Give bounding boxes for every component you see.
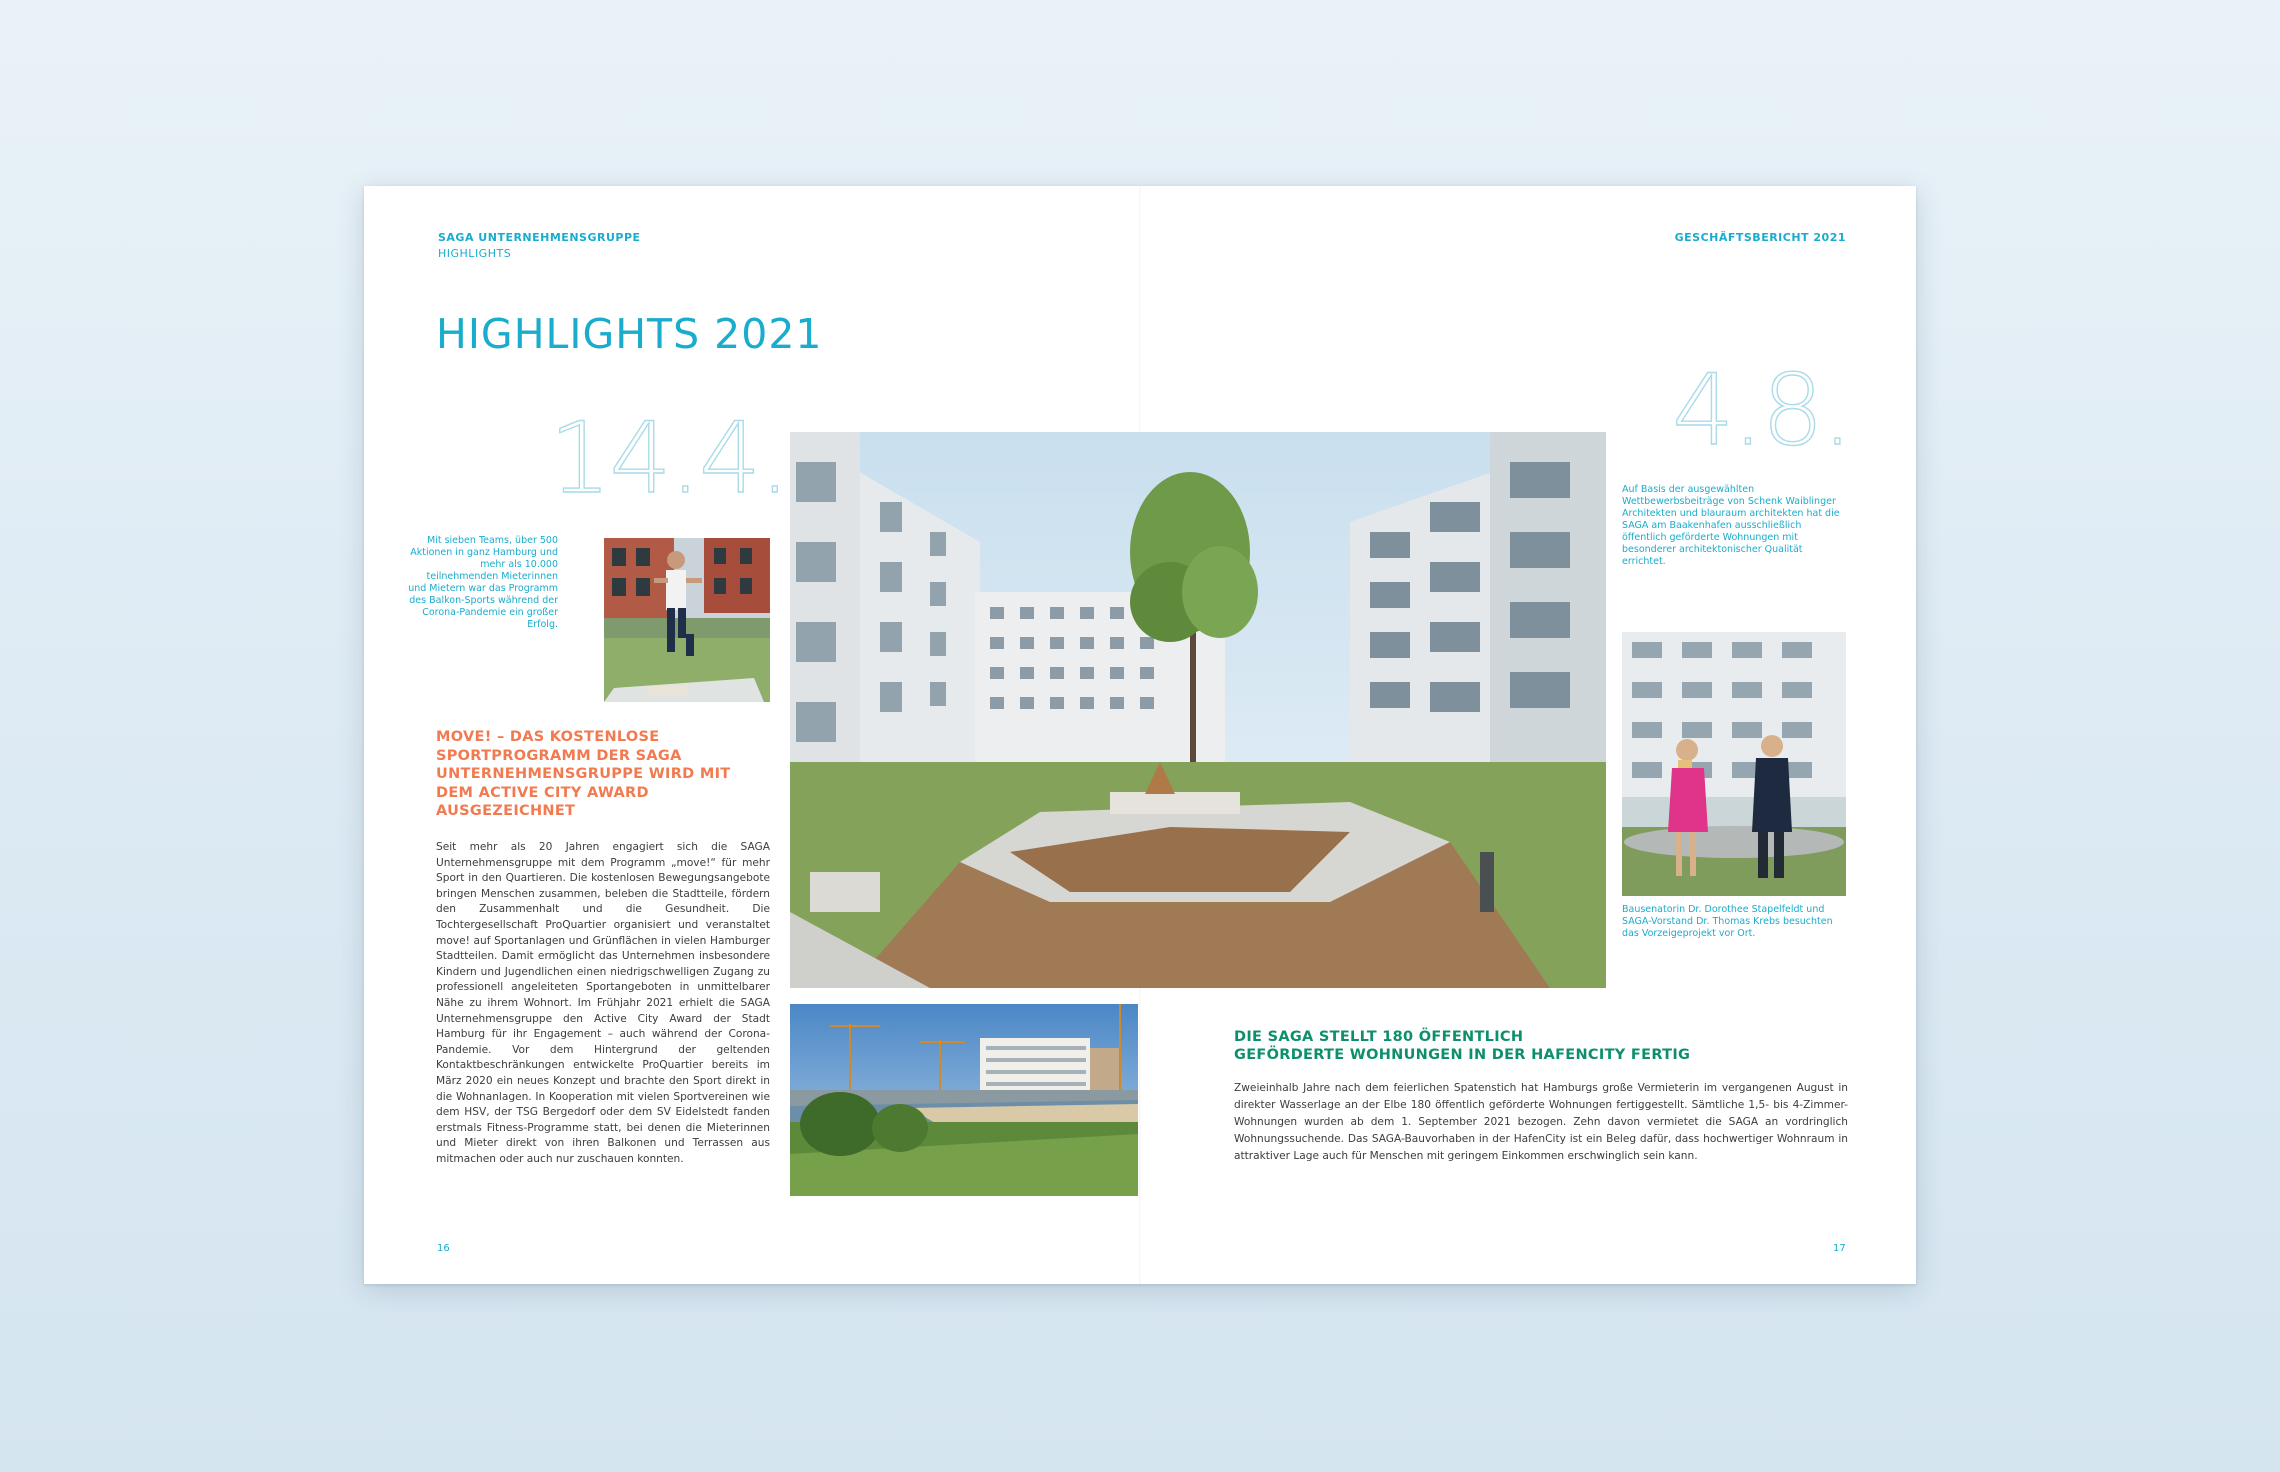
page-number-left: 16 [437, 1243, 450, 1254]
running-header-left [438, 230, 641, 262]
headline-hafencity-line1: DIE SAGA STELLT 180 ÖFFENTLICH [1234, 1029, 1524, 1045]
header-report-title: GESCHÄFTSBERICHT 2021 [1674, 231, 1846, 244]
headline-hafencity [1234, 1028, 1704, 1064]
headline-move: MOVE! – DAS KOSTENLOSE SPORTPROGRAMM DER SAGA UNTERNEHMENSGRUPPE WIRD MIT DEM ACTIVE CITY AWARD AUSGEZEICHNET [436, 729, 731, 819]
photo-hafencity [790, 1004, 1138, 1196]
caption-balkon-sport: Mit sieben Teams, über 500 Aktionen in ganz Hamburg und mehr als 10.000 teilnehmenden Mieterinnen und Mietern war das Programm des Balkon-Sports während der Corona-Pandemie ein großer Erfolg. [408, 535, 558, 630]
photo-balkon-sport [604, 538, 770, 702]
body-hafencity: Zweieinhalb Jahre nach dem feierlichen Spatenstich hat Hamburgs große Vermieterin im vergangenen August in direkter Wasserlage an der Elbe 180 öffentlich geförderte Wohnungen fertiggestellt. Sämtliche 1,5- bis 4-Zimmer-Wohnungen wurden ab dem 1. September 2021 bezogen. Zehn davon vermietet die SAGA an vordringlich Wohnungssuchende. Das SAGA-Bauvorhaben in der HafenCity ist ein Beleg dafür, dass hochwertiger Wohnraum in attraktiver Lage auch für Menschen mit geringem Einkommen erschwinglich sein kann. [1234, 1082, 1848, 1162]
headline-hafencity-line2: GEFÖRDERTE WOHNUNGEN IN DER HAFENCITY FERTIG [1234, 1047, 1691, 1063]
date-right: 4.8. [1672, 354, 1852, 468]
body-move: Seit mehr als 20 Jahren engagiert sich die SAGA Unternehmensgruppe mit dem Programm „move!“ für mehr Sport in den Quartieren. Die kostenlosen Bewegungsangebote bringen Menschen zusammen, beleben die Stadtteile, fördern den Zusammenhalt und die Gesundheit. Die Tochtergesellschaft ProQuartier organisiert und veranstaltet move! auf Sportanlagen und Grünflächen in vielen Hamburger Stadtteilen. Damit ermöglicht das Unternehmen insbesondere Kindern und Jugendlichen einen niedrigschwelligen Zugang zu professionell angeleiteten Sportangeboten in unmittelbarer Nähe zu ihrem Wohnort. Im Frühjahr 2021 erhielt die SAGA Unternehmensgruppe den Active City Award der Stadt Hamburg für ihr Engagement – auch während der Corona-Pandemie. Vor dem Hintergrund der geltenden Kontaktbeschränkungen entwickelte ProQuartier bereits im März 2020 ein neues Konzept und brachte den Sport direkt in die Wohnanlagen. In Kooperation mit vielen Sportvereinen wie dem HSV, der TSG Bergedorf oder dem SV Eidelstedt fanden erstmals Fitness-Programme statt, bei denen die Mieterinnen und Mieter direkt von ihren Balkonen und Terrassen aus mitmachen oder auch nur zuschauen konnten. [436, 841, 770, 1165]
header-section: HIGHLIGHTS [438, 247, 512, 260]
page-number-right: 17 [1833, 1243, 1846, 1254]
page-title: HIGHLIGHTS 2021 [436, 310, 823, 358]
photo-visit [1622, 632, 1846, 896]
caption-visit: Bausenatorin Dr. Dorothee Stapelfeldt und SAGA-Vorstand Dr. Thomas Krebs besuchten das Vorzeigeprojekt vor Ort. [1622, 904, 1833, 939]
photo-courtyard [790, 432, 1606, 988]
caption-architekten: Auf Basis der ausgewählten Wettbewerbsbeiträge von Schenk Waiblinger Architekten und blauraum architekten hat die SAGA am Baakenhafen ausschließlich öffentlich geförderte Wohnungen mit besonderer architektonischer Qualität errichtet. [1622, 484, 1840, 567]
date-left: 14.4. [549, 402, 789, 516]
brochure-spread [364, 186, 1916, 1284]
header-company: SAGA UNTERNEHMENSGRUPPE [438, 231, 641, 244]
